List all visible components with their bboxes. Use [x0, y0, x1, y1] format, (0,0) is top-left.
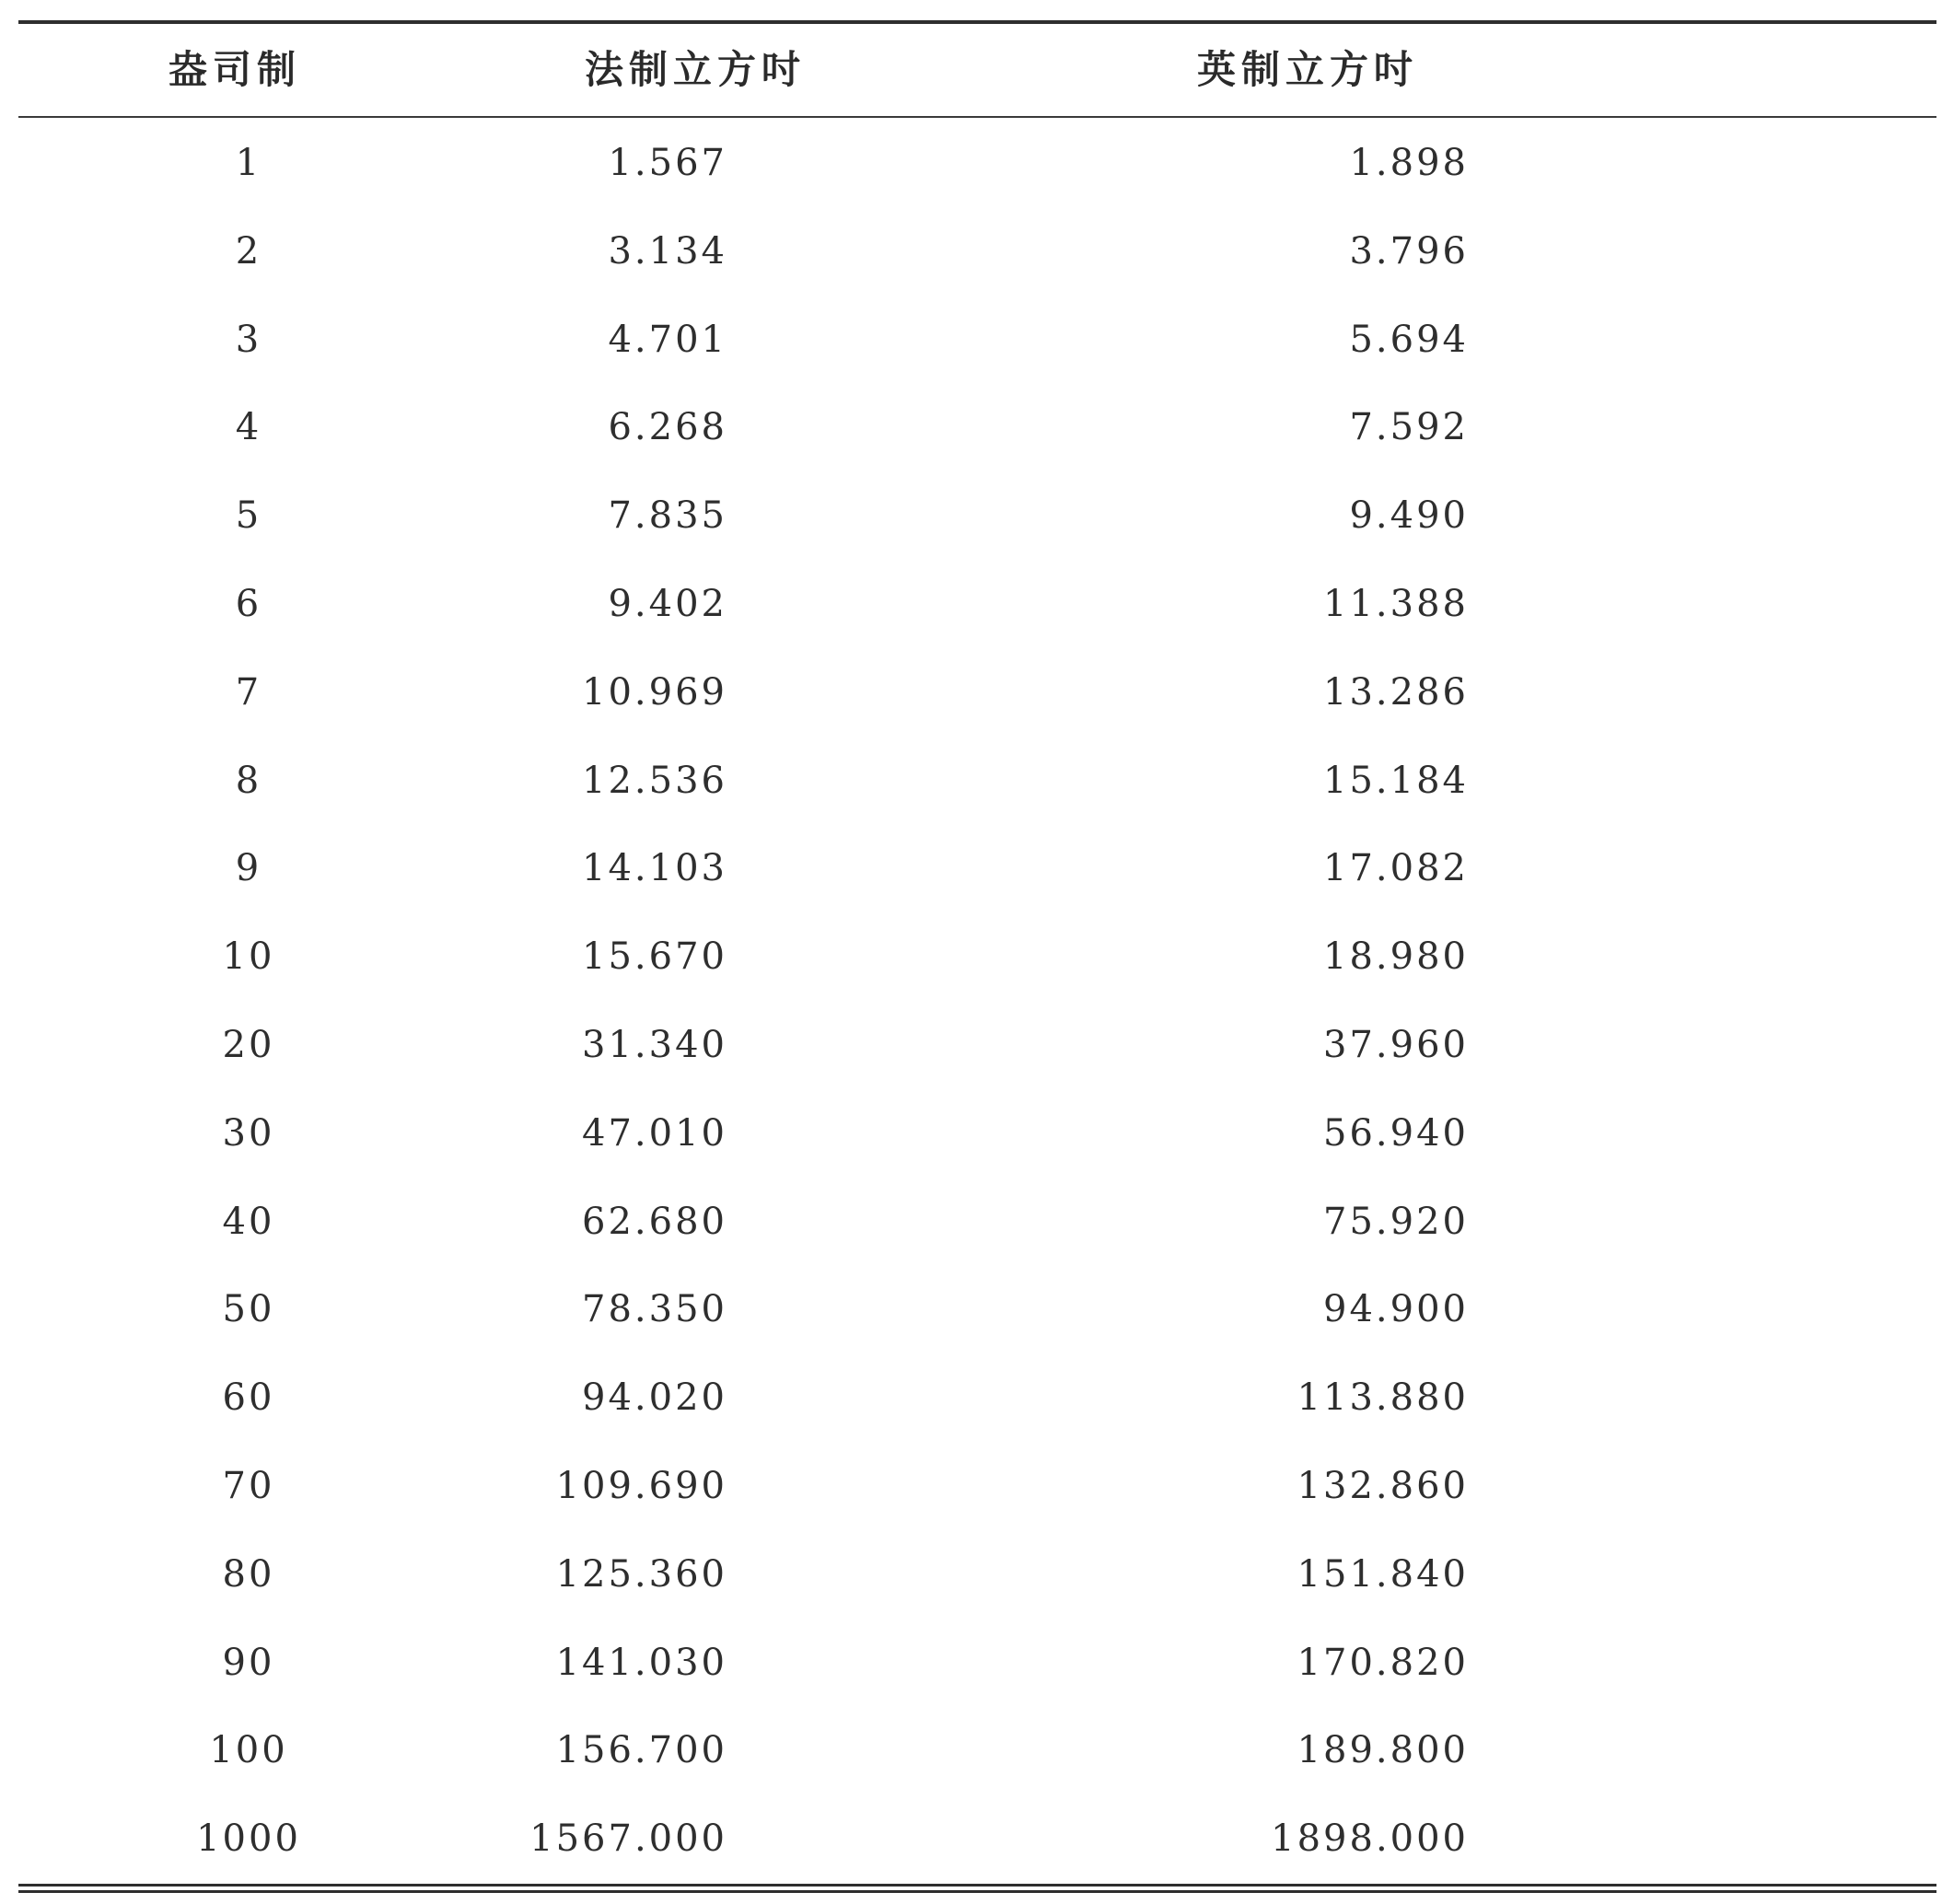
cell-english-cubic-inch: 56.940 — [1323, 1111, 1469, 1155]
header-english-cubic-inch: 英制立方吋 — [1196, 47, 1418, 92]
cell-ounce: 10 — [222, 935, 275, 979]
cell-english-cubic-inch: 94.900 — [1323, 1288, 1469, 1331]
table-row — [18, 1090, 1936, 1178]
cell-french-cubic-inch: 6.268 — [608, 406, 727, 449]
cell-french-cubic-inch: 141.030 — [555, 1641, 727, 1684]
cell-ounce: 8 — [235, 759, 262, 802]
cell-french-cubic-inch: 156.700 — [555, 1729, 727, 1772]
cell-ounce: 30 — [222, 1111, 275, 1155]
conversion-table — [18, 20, 1936, 1893]
cell-ounce: 1 — [235, 142, 262, 184]
table-row — [18, 120, 1936, 208]
table-row — [18, 649, 1936, 737]
table-row — [18, 1354, 1936, 1443]
cell-french-cubic-inch: 7.835 — [608, 494, 727, 538]
cell-ounce: 50 — [222, 1288, 275, 1331]
cell-ounce: 9 — [235, 847, 262, 890]
cell-english-cubic-inch: 9.490 — [1349, 494, 1469, 538]
cell-english-cubic-inch: 7.592 — [1349, 406, 1469, 449]
cell-english-cubic-inch: 11.388 — [1323, 582, 1469, 625]
cell-ounce: 3 — [235, 318, 262, 361]
cell-ounce: 60 — [222, 1376, 275, 1420]
cell-french-cubic-inch: 109.690 — [555, 1464, 727, 1507]
table-row — [18, 1002, 1936, 1090]
table-row — [18, 384, 1936, 472]
table-row — [18, 472, 1936, 561]
cell-french-cubic-inch: 78.350 — [582, 1288, 727, 1331]
cell-ounce: 4 — [235, 406, 262, 449]
cell-french-cubic-inch: 14.103 — [582, 847, 727, 890]
cell-english-cubic-inch: 5.694 — [1349, 318, 1469, 361]
cell-french-cubic-inch: 4.701 — [608, 318, 727, 361]
cell-french-cubic-inch: 10.969 — [582, 670, 727, 714]
cell-ounce: 90 — [222, 1641, 275, 1684]
cell-french-cubic-inch: 9.402 — [608, 582, 727, 625]
cell-english-cubic-inch: 13.286 — [1323, 670, 1469, 714]
cell-ounce: 20 — [222, 1023, 275, 1066]
cell-french-cubic-inch: 125.360 — [555, 1552, 727, 1596]
table-row — [18, 1266, 1936, 1354]
cell-french-cubic-inch: 1567.000 — [529, 1817, 727, 1861]
cell-french-cubic-inch: 47.010 — [582, 1111, 727, 1155]
table-bottom-rule — [18, 1884, 1936, 1887]
table-body — [18, 118, 1936, 1884]
table-header-row — [18, 24, 1936, 116]
cell-french-cubic-inch: 62.680 — [582, 1200, 727, 1243]
cell-english-cubic-inch: 1.898 — [1349, 142, 1469, 184]
table-row — [18, 208, 1936, 296]
cell-english-cubic-inch: 75.920 — [1323, 1200, 1469, 1243]
cell-ounce: 5 — [235, 494, 262, 538]
cell-french-cubic-inch: 12.536 — [582, 759, 727, 802]
table-bottom-rule-2 — [18, 1890, 1936, 1893]
cell-english-cubic-inch: 37.960 — [1323, 1023, 1469, 1066]
cell-english-cubic-inch: 170.820 — [1297, 1641, 1469, 1684]
cell-english-cubic-inch: 132.860 — [1297, 1464, 1469, 1507]
cell-english-cubic-inch: 113.880 — [1297, 1376, 1469, 1420]
table-row — [18, 296, 1936, 385]
table-row — [18, 1620, 1936, 1708]
cell-ounce: 100 — [209, 1729, 288, 1772]
table-row — [18, 1531, 1936, 1620]
cell-french-cubic-inch: 31.340 — [582, 1023, 727, 1066]
table-row — [18, 913, 1936, 1002]
cell-french-cubic-inch: 15.670 — [582, 935, 727, 979]
cell-english-cubic-inch: 3.796 — [1349, 229, 1469, 273]
cell-english-cubic-inch: 189.800 — [1297, 1729, 1469, 1772]
cell-ounce: 1000 — [196, 1817, 301, 1861]
cell-french-cubic-inch: 3.134 — [608, 229, 727, 273]
cell-ounce: 2 — [235, 229, 262, 273]
table-row — [18, 1178, 1936, 1267]
cell-english-cubic-inch: 18.980 — [1323, 935, 1469, 979]
cell-ounce: 7 — [235, 670, 262, 714]
table-row — [18, 1443, 1936, 1531]
cell-french-cubic-inch: 1.567 — [608, 142, 727, 184]
cell-ounce: 80 — [222, 1552, 275, 1596]
cell-english-cubic-inch: 1898.000 — [1271, 1817, 1469, 1861]
cell-ounce: 6 — [235, 582, 262, 625]
cell-english-cubic-inch: 151.840 — [1297, 1552, 1469, 1596]
table-row — [18, 1795, 1936, 1884]
table-row — [18, 737, 1936, 826]
header-french-cubic-inch: 法制立方吋 — [584, 47, 806, 92]
header-ounce: 盎司制 — [168, 47, 301, 92]
cell-english-cubic-inch: 17.082 — [1323, 847, 1469, 890]
table-row — [18, 1707, 1936, 1795]
cell-ounce: 70 — [222, 1464, 275, 1507]
table-row — [18, 561, 1936, 649]
cell-english-cubic-inch: 15.184 — [1323, 759, 1469, 802]
table-row — [18, 825, 1936, 913]
cell-ounce: 40 — [222, 1200, 275, 1243]
cell-french-cubic-inch: 94.020 — [582, 1376, 727, 1420]
